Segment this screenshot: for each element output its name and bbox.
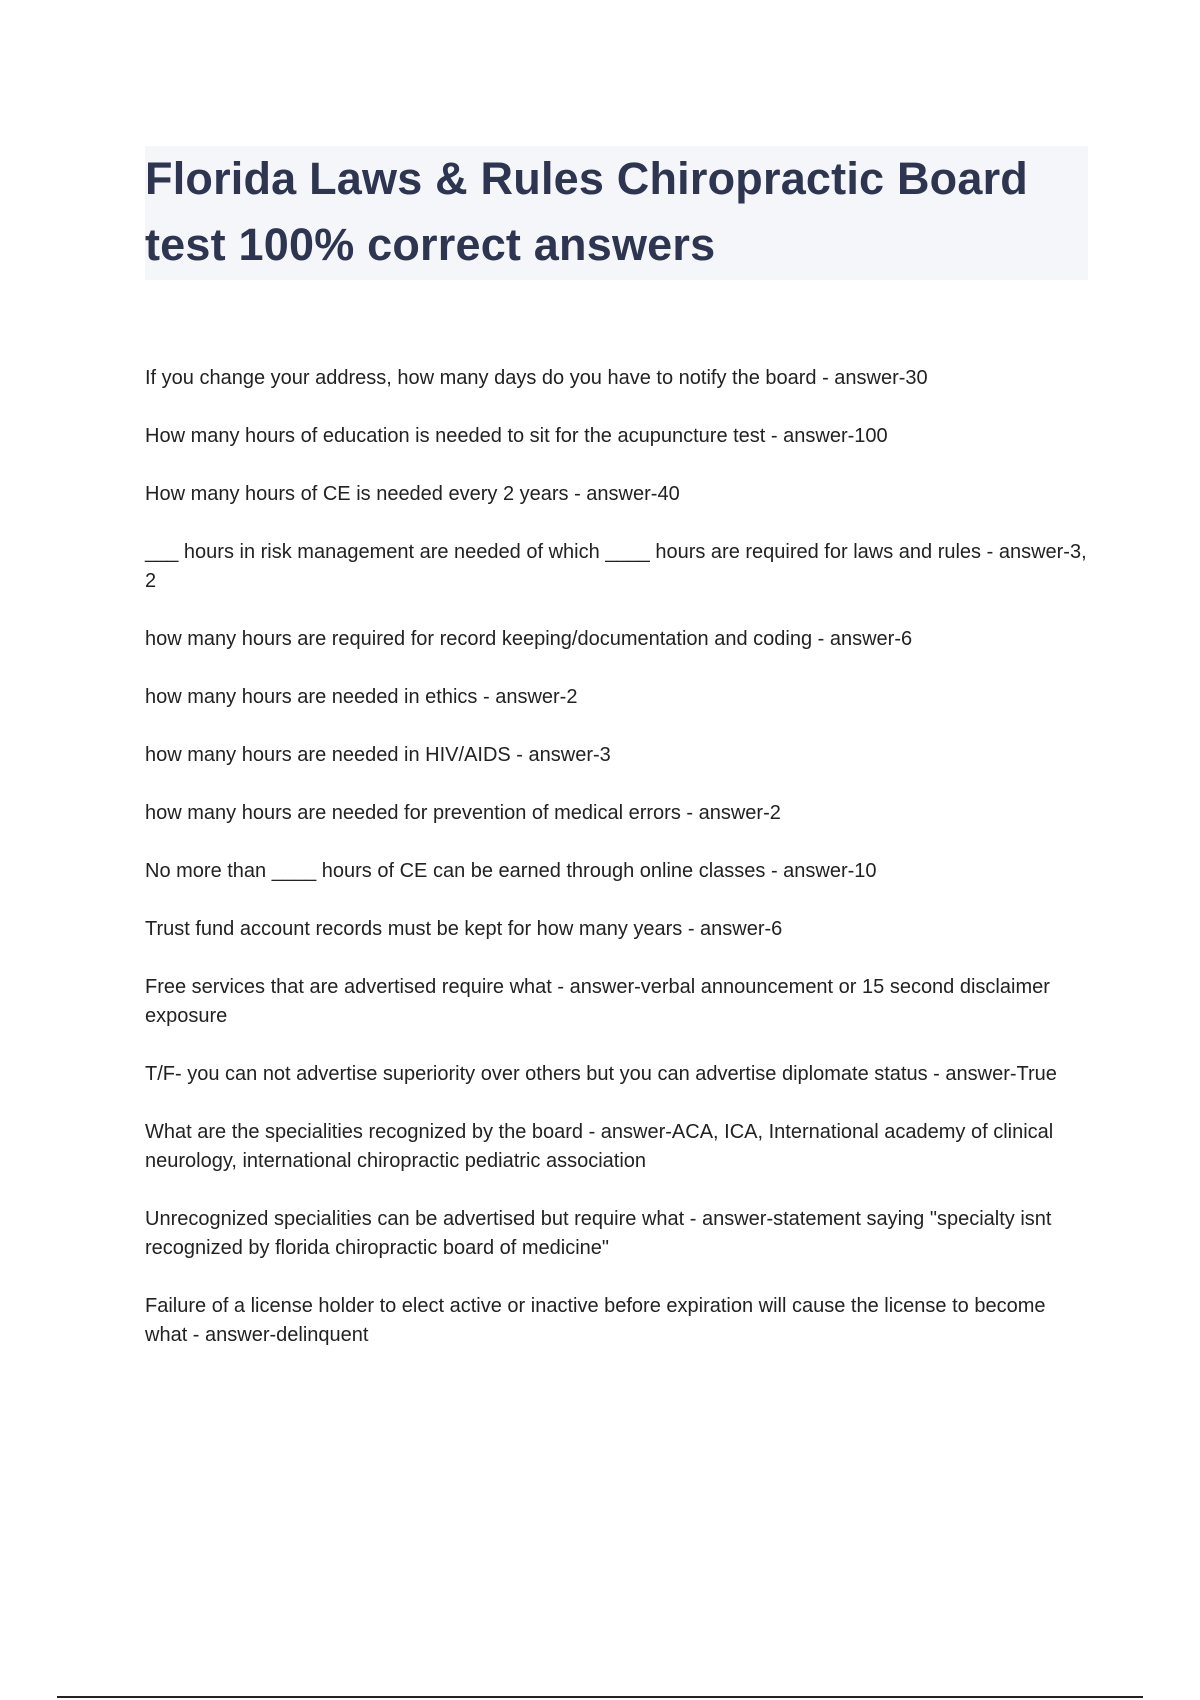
- qa-item: No more than ____ hours of CE can be earned through online classes - answer-10: [145, 860, 877, 882]
- qa-item: T/F- you can not advertise superiority over others but you can advertise diplomate status - answer-True: [145, 1063, 1057, 1085]
- footer-divider: [57, 1696, 1143, 1698]
- qa-item: Unrecognized specialities can be advertised but require what - answer-statement saying "specialty isnt recognized by florida chiropractic board of medicine": [145, 1208, 1052, 1259]
- qa-item: How many hours of education is needed to sit for the acupuncture test - answer-100: [145, 425, 888, 447]
- qa-item: ___ hours in risk management are needed of which ____ hours are required for laws and rules - answer-3, 2: [145, 541, 1087, 592]
- page-title: [145, 146, 1088, 278]
- title-line-1: Florida Laws & Rules Chiropractic Board: [145, 153, 1028, 204]
- title-block: [145, 146, 1088, 280]
- qa-item: What are the specialities recognized by the board - answer-ACA, ICA, International academy of clinical neurology, international chiropractic pediatric association: [145, 1121, 1054, 1172]
- qa-item: how many hours are needed in HIV/AIDS - answer-3: [145, 744, 611, 766]
- qa-item: Free services that are advertised require what - answer-verbal announcement or 15 second disclaimer exposure: [145, 976, 1050, 1027]
- qa-item: how many hours are needed in ethics - answer-2: [145, 686, 578, 708]
- qa-item: how many hours are required for record keeping/documentation and coding - answer-6: [145, 628, 913, 650]
- qa-item: Trust fund account records must be kept for how many years - answer-6: [145, 918, 783, 940]
- title-line-2: test 100% correct answers: [145, 219, 716, 270]
- qa-item: If you change your address, how many days do you have to notify the board - answer-30: [145, 367, 928, 389]
- qa-item: how many hours are needed for prevention of medical errors - answer-2: [145, 802, 781, 824]
- question-answer-list: [145, 364, 1090, 1379]
- qa-item: How many hours of CE is needed every 2 years - answer-40: [145, 483, 680, 505]
- qa-item: Failure of a license holder to elect active or inactive before expiration will cause the license to become what - answer-delinquent: [145, 1295, 1046, 1346]
